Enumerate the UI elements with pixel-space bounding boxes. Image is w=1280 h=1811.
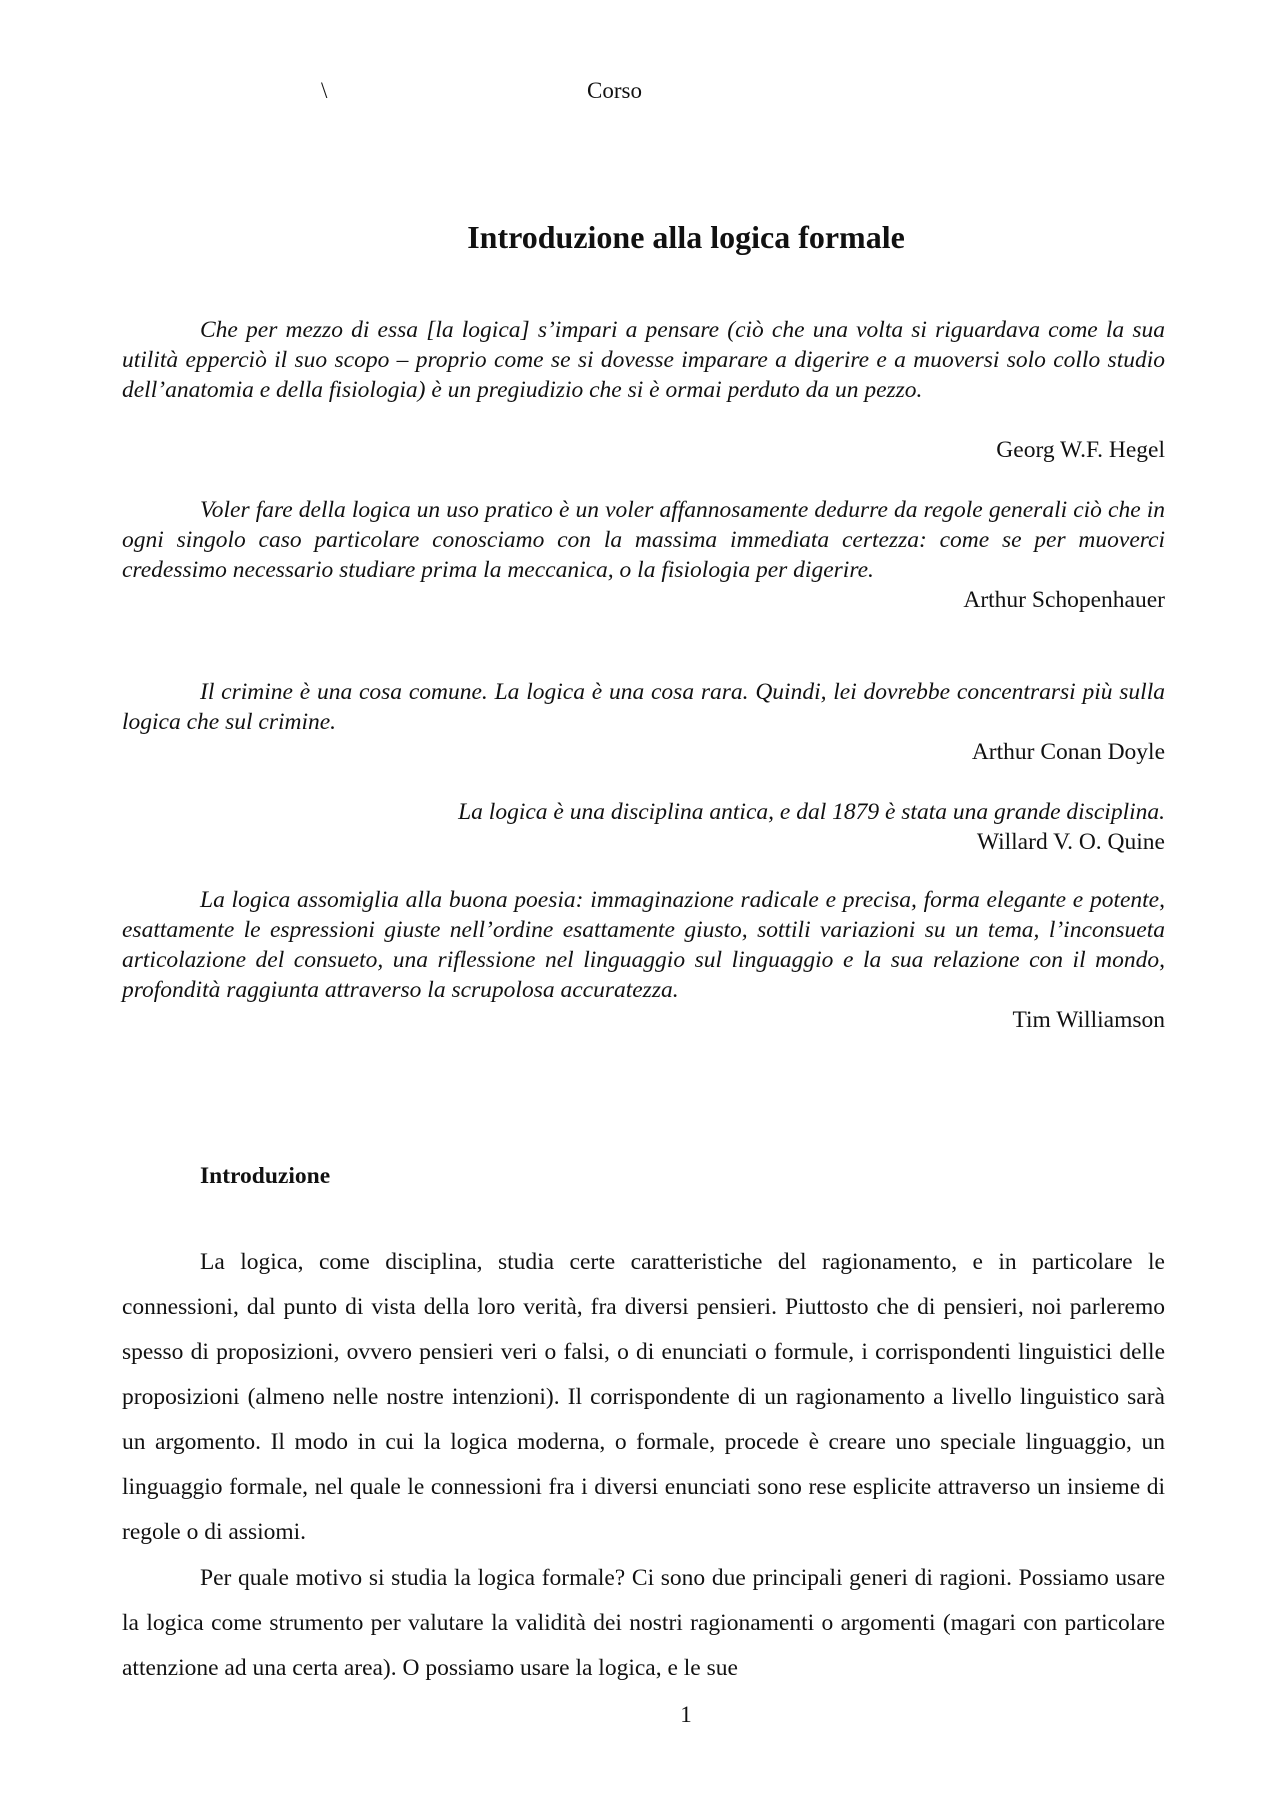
page-number: 1: [680, 1702, 692, 1727]
body-paragraph-1: La logica, come disciplina, studia certe caratteristiche del ragionamento, e in particolare le connessioni, dal punto di vista della loro verità, fra diversi pensieri. Piuttosto che di pensieri, noi parleremo spesso di proposizioni, ovvero pensieri veri o falsi, o di enunciati o formule, i corrispondenti linguistici delle proposizioni (almeno nelle nostre intenzioni). Il corrispondente di un ragionamento a livello linguistico sarà un argomento. Il modo in cui la logica moderna, o formale, procede è creare uno speciale linguaggio, un linguaggio formale, nel quale le connessioni fra i diversi enunciati sono rese esplicite attraverso un insieme di regole o di assiomi.: [122, 1249, 1165, 1545]
quote-williamson-text: La logica assomiglia alla buona poesia: immaginazione radicale e precisa, forma elegante e potente, esattamente le espressioni giuste nell’ordine esattamente giusto, sottili variazioni su un tema, l’inconsueta articolazione del consueto, una riflessione nel linguaggio sul linguaggio e la sua relazione con il mondo, profondità raggiunta attraverso la scrupolosa accuratezza.: [122, 887, 1165, 1003]
body-paragraph-2: Per quale motivo si studia la logica formale? Ci sono due principali generi di ragioni. Possiamo usare la logica come strumento per valutare la validità dei nostri ragionamenti o argomenti (magari con particolare attenzione ad una certa area). O possiamo usare la logica, e le sue: [122, 1565, 1165, 1681]
quote-schopenhauer-author: Arthur Schopenhauer: [963, 587, 1165, 613]
quote-quine-text: La logica è una disciplina antica, e dal 1879 è stata una grande disciplina.: [458, 799, 1165, 825]
header-course-label: Corso: [587, 78, 642, 103]
document-title: Introduzione alla logica formale: [467, 219, 905, 255]
quote-hegel-text: Che per mezzo di essa [la logica] s’impari a pensare (ciò che una volta si riguardava come la sua utilità epperciò il suo scopo – proprio come se si dovesse imparare a digerire e a muoversi solo collo studio dell’anatomia e della fisiologia) è un pregiudizio che si è ormai perduto da un pezzo.: [122, 317, 1165, 403]
quote-doyle-author: Arthur Conan Doyle: [971, 739, 1165, 765]
quote-quine-author: Willard V. O. Quine: [976, 829, 1165, 855]
quote-schopenhauer-text: Voler fare della logica un uso pratico è un voler affannosamente dedurre da regole generali ciò che in ogni singolo caso particolare conosciamo con la massima immediata certezza: come se per muoverci credessimo necessario studiare prima la meccanica, o la fisiologia per digerire.: [122, 497, 1165, 583]
section-heading: Introduzione: [200, 1163, 331, 1189]
quote-hegel-author: Georg W.F. Hegel: [996, 437, 1165, 463]
quote-williamson-author: Tim Williamson: [1012, 1007, 1165, 1033]
header-mark: \: [321, 78, 328, 103]
quote-doyle-text: Il crimine è una cosa comune. La logica è una cosa rara. Quindi, lei dovrebbe concentrarsi più sulla logica che sul crimine.: [122, 679, 1165, 735]
